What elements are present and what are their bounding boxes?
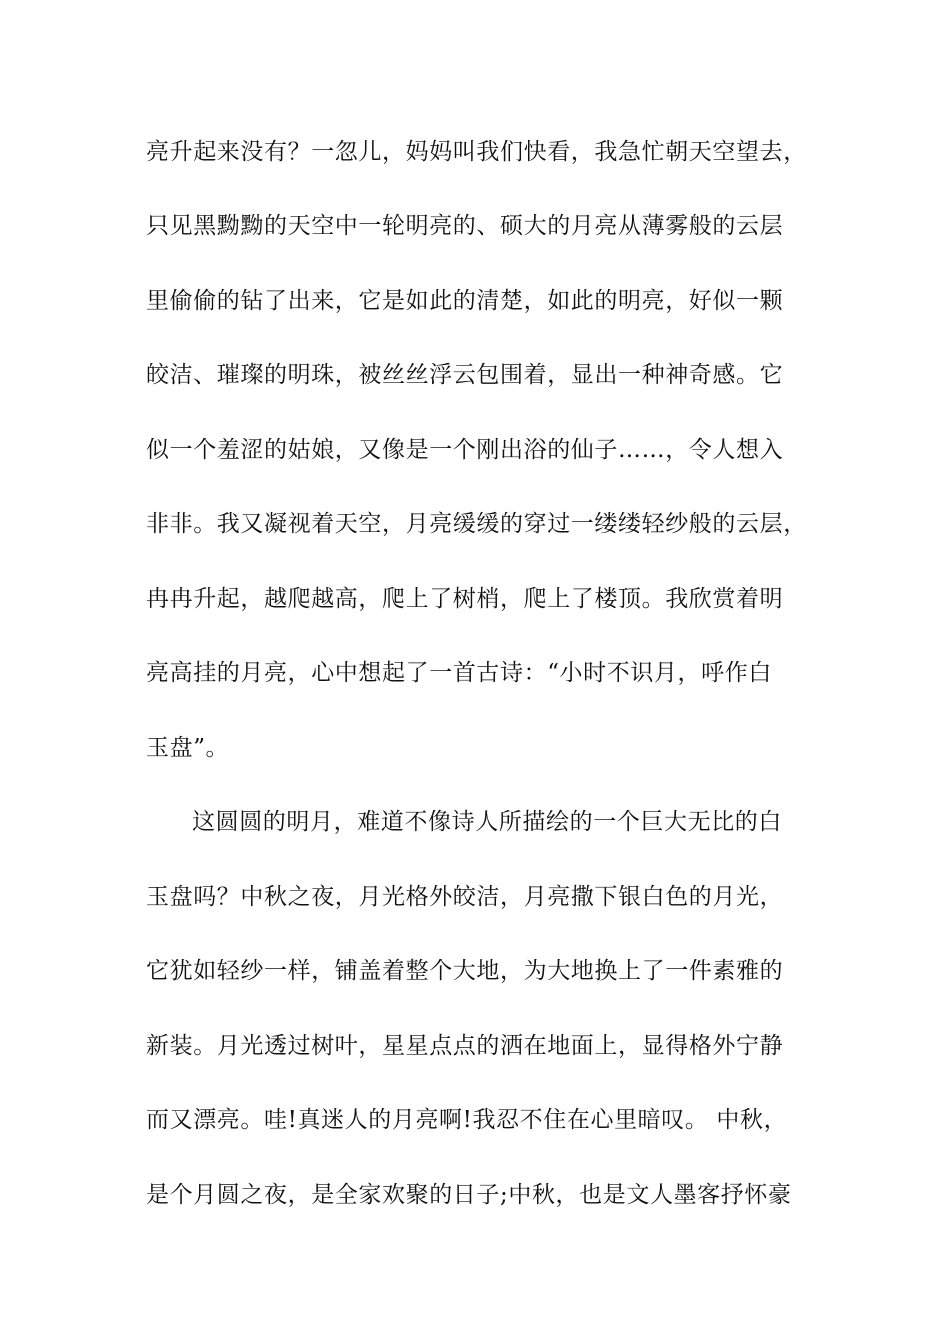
text-line: 是个月圆之夜，是全家欢聚的日子;中秋，也是文人墨客抒怀豪 bbox=[146, 1182, 792, 1208]
text-line: 玉盘”。 bbox=[146, 735, 230, 761]
text-line: 它犹如轻纱一样，铺盖着整个大地，为大地换上了一件素雅的 bbox=[146, 958, 784, 984]
paragraph-first-line: 这圆圆的明月，难道不像诗人所描绘的一个巨大无比的白 bbox=[192, 809, 782, 835]
text-line: 亮高挂的月亮，心中想起了一首古诗：“小时不识月，呼作白 bbox=[146, 660, 772, 686]
text-line: 非非。我又凝视着天空，月亮缓缓的穿过一缕缕轻纱般的云层， bbox=[146, 511, 807, 537]
text-line: 亮升起来没有？一忽儿，妈妈叫我们快看，我急忙朝天空望去， bbox=[146, 139, 807, 165]
text-line: 而又漂亮。哇!真迷人的月亮啊!我忍不住在心里暗叹。 中秋， bbox=[146, 1107, 788, 1133]
text-line: 皎洁、璀璨的明珠，被丝丝浮云包围着，显出一种神奇感。它 bbox=[146, 362, 784, 388]
text-line: 只见黑黝黝的天空中一轮明亮的、硕大的月亮从薄雾般的云层 bbox=[146, 213, 784, 239]
text-line: 玉盘吗？中秋之夜，月光格外皎洁，月亮撒下银白色的月光， bbox=[146, 884, 784, 910]
text-line: 新装。月光透过树叶，星星点点的洒在地面上，显得格外宁静 bbox=[146, 1033, 784, 1059]
text-line: 里偷偷的钻了出来，它是如此的清楚，如此的明亮，好似一颗 bbox=[146, 288, 784, 314]
text-line: 似一个羞涩的姑娘，又像是一个刚出浴的仙子……，令人想入 bbox=[146, 437, 784, 463]
text-line: 冉冉升起，越爬越高，爬上了树梢，爬上了楼顶。我欣赏着明 bbox=[146, 586, 784, 612]
